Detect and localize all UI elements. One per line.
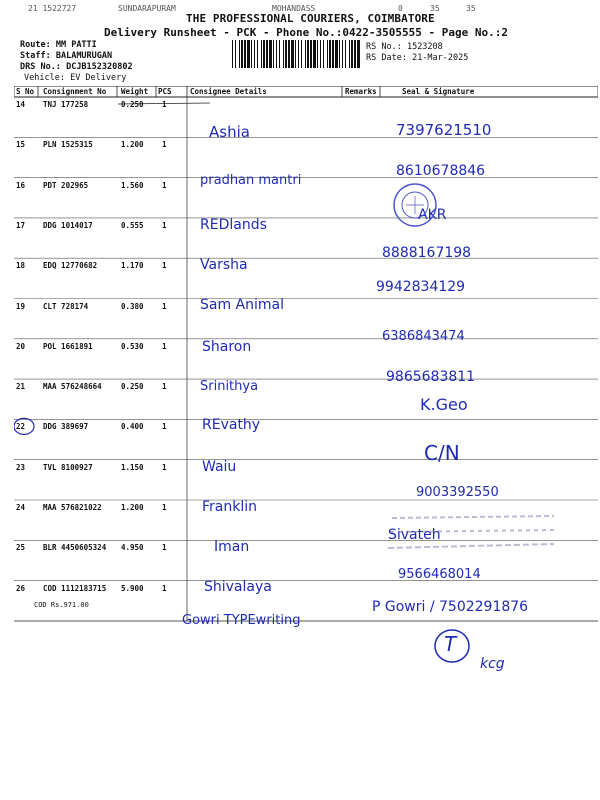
barcode-bar <box>310 40 312 68</box>
col-header-consignee: Consignee Details <box>190 87 267 96</box>
row-consignment-no: COD 1112183715 <box>43 583 107 593</box>
row-pcs: 1 <box>162 140 167 150</box>
faded-stamp-lines <box>386 508 560 554</box>
rs-date-value: 21-Mar-2025 <box>412 53 469 63</box>
row-pcs: 1 <box>162 261 167 271</box>
row-pcs: 1 <box>162 503 167 512</box>
barcode-bar <box>354 40 356 68</box>
barcode-bar <box>239 40 240 68</box>
row-pcs: 1 <box>162 220 167 230</box>
row-sno: 23 <box>16 462 26 472</box>
row-consignee-handwritten: Sam Animal <box>200 297 284 313</box>
row-consignee-handwritten: Franklin <box>202 499 258 515</box>
row-pcs: 1 <box>162 100 167 109</box>
faded-rectangular-stamp <box>386 508 560 554</box>
round-seal-stamp <box>392 182 438 228</box>
row-weight: 1.560 <box>121 180 144 190</box>
row-pcs: 1 <box>162 583 167 593</box>
row-signature-handwritten: C/N <box>424 441 460 465</box>
col-header-sno: S No <box>16 87 35 96</box>
row-sno: 16 <box>16 180 26 190</box>
barcode-bar <box>273 40 274 68</box>
barcode-bar <box>317 40 318 68</box>
row-weight: 4.950 <box>121 543 144 553</box>
col-header-weight: Weight <box>121 87 149 96</box>
barcode-bar <box>283 40 284 68</box>
row-consignee-handwritten: REDlands <box>200 217 267 233</box>
barcode-bar <box>320 40 321 68</box>
row-weight: 1.200 <box>121 140 144 150</box>
drs-value: DCJB152320802 <box>66 62 133 72</box>
row-consignment-no: PLN 1525315 <box>43 140 93 150</box>
top-num-b: 35 <box>430 4 440 13</box>
vehicle-label: Vehicle: <box>24 73 65 83</box>
row-signature-handwritten: 8888167198 <box>382 245 472 261</box>
row-weight: 0.530 <box>121 341 144 351</box>
top-place-mid: MOHANDASS <box>272 4 316 13</box>
row-weight: 5.900 <box>121 583 144 593</box>
circled-mark: T <box>444 632 457 656</box>
row-consignment-no: TNJ 177258 <box>43 100 89 109</box>
barcode-bar <box>295 40 296 68</box>
barcode-bar <box>329 40 331 68</box>
row-signature-handwritten: 7397621510 <box>396 121 492 139</box>
row-consignment-no: CLT 728174 <box>43 301 89 311</box>
route-line <box>20 40 97 50</box>
barcode-bar <box>235 40 236 68</box>
rs-no-line <box>366 42 443 52</box>
top-num-a: 0 <box>398 4 403 13</box>
staff-label: Staff: <box>20 51 51 61</box>
barcode-bar <box>241 40 243 68</box>
row-sno: 25 <box>16 543 26 553</box>
route-label: Route: <box>20 40 51 50</box>
staff-value: BALAMURUGAN <box>55 51 113 61</box>
row-sno: 26 <box>16 583 26 593</box>
row-signature-handwritten: 9003392550 <box>416 485 499 500</box>
row-consignment-no: DDG 389697 <box>43 422 89 432</box>
row-consignee-handwritten: Waiu <box>202 459 237 475</box>
barcode-bar <box>288 40 290 68</box>
company-title: THE PROFESSIONAL COURIERS, COIMBATORE <box>186 12 435 25</box>
barcode-bar <box>269 40 272 68</box>
barcode-bar <box>244 40 246 68</box>
row-weight: 0.555 <box>121 220 144 230</box>
row-consignee-handwritten: Gowri TYPEwriting <box>182 613 301 628</box>
row-consignment-no: TVL 8100927 <box>43 462 93 472</box>
barcode-bar <box>349 40 350 68</box>
row-pcs: 1 <box>162 301 167 311</box>
row-pcs: 1 <box>162 462 167 472</box>
row-signature-handwritten: 8610678846 <box>396 163 486 179</box>
barcode-bar <box>313 40 316 68</box>
row-pcs: 1 <box>162 382 167 392</box>
row-weight: 0.380 <box>121 301 144 311</box>
row-consignment-no: BLR 4450605324 <box>43 543 107 553</box>
barcode-bar <box>279 40 280 68</box>
initials-mark: kcg <box>480 656 505 672</box>
row-sno: 20 <box>16 341 26 351</box>
barcode-bar <box>301 40 302 68</box>
top-place-left: SUNDARAPURAM <box>118 4 176 13</box>
col-header-remarks: Remarks <box>345 87 377 96</box>
row-signature-handwritten: Sivateh <box>388 527 441 543</box>
row-consignee-handwritten: Sharon <box>202 339 252 355</box>
barcode-bar <box>332 40 334 68</box>
barcode-bar <box>263 40 265 68</box>
vehicle-value: EV Delivery <box>70 73 127 83</box>
barcode-bar <box>339 40 340 68</box>
row-signature-handwritten: 9865683811 <box>386 369 476 385</box>
row-consignee-handwritten: Srinithya <box>200 379 259 394</box>
row-weight: 0.250 <box>121 382 144 392</box>
barcode-bar <box>305 40 306 68</box>
row-weight: 1.150 <box>121 462 144 472</box>
row-weight: 1.170 <box>121 261 144 271</box>
row-signature-handwritten: AKR <box>418 207 447 223</box>
row-consignee-handwritten: Shivalaya <box>204 579 272 595</box>
rs-date-label: RS Date: <box>366 53 407 63</box>
row-sno: 14 <box>16 100 26 109</box>
barcode-bar <box>335 40 338 68</box>
row-consignee-handwritten: Varsha <box>200 257 248 273</box>
barcode-bar <box>247 40 250 68</box>
top-number: 21 1522727 <box>28 4 77 13</box>
col-header-pcs: PCS <box>158 87 172 96</box>
cod-note: COD Rs.971.00 <box>34 600 89 609</box>
staff-line <box>20 51 112 61</box>
barcode-bar <box>285 40 287 68</box>
row-sno: 15 <box>16 140 26 150</box>
row-consignee-handwritten: Ashia <box>209 123 250 141</box>
barcode-bar <box>232 40 233 68</box>
row-sno: 19 <box>16 301 26 311</box>
barcode-bar <box>307 40 309 68</box>
row-signature-handwritten: 9942834129 <box>376 279 466 295</box>
drs-label: DRS No.: <box>20 62 61 72</box>
row-sno: 24 <box>16 503 26 512</box>
row-pcs: 1 <box>162 422 167 432</box>
col-header-signature: Seal & Signature <box>402 87 475 96</box>
row-signature-handwritten: K.Geo <box>420 395 468 414</box>
row-consignee-handwritten: pradhan mantri <box>200 173 302 188</box>
barcode-bar <box>261 40 262 68</box>
row-consignee-handwritten: Iman <box>214 539 250 555</box>
barcode-bar <box>251 40 252 68</box>
col-header-consignment: Consignment No <box>43 87 107 96</box>
vehicle-line <box>24 73 126 83</box>
barcode-bar <box>345 40 346 68</box>
barcode-bar <box>291 40 294 68</box>
row-sno: 21 <box>16 382 26 392</box>
row-signature-handwritten: P Gowri / 7502291876 <box>372 599 529 615</box>
barcode-bar <box>257 40 258 68</box>
row-pcs: 1 <box>162 341 167 351</box>
row-weight: 0.250 <box>121 100 144 109</box>
barcode-bar <box>323 40 324 68</box>
row-weight: 1.200 <box>121 503 144 512</box>
row-consignee-handwritten: REvathy <box>202 417 261 433</box>
barcode-bar <box>357 40 360 68</box>
row-consignment-no: MAA 576821022 <box>43 503 102 512</box>
row-pcs: 1 <box>162 180 167 190</box>
rs-no-label: RS No.: <box>366 42 402 52</box>
barcode-bar <box>351 40 353 68</box>
row-consignment-no: EDQ 12770682 <box>43 261 98 271</box>
rs-date-line <box>366 53 468 63</box>
runsheet-subtitle: Delivery Runsheet - PCK - Phone No.:0422-3505555 - Page No.:2 <box>104 26 508 39</box>
row-consignment-no: POL 1661891 <box>43 341 93 351</box>
barcode-bar <box>254 40 255 68</box>
barcode-bar <box>266 40 268 68</box>
barcode-bar <box>342 40 343 68</box>
row-consignment-no: MAA 576248664 <box>43 382 102 392</box>
rs-no-value: 1523208 <box>406 42 443 52</box>
row-sno: 18 <box>16 261 26 271</box>
row-sno: 22 <box>16 422 26 432</box>
row-weight: 0.400 <box>121 422 144 432</box>
row-signature-handwritten: 9566468014 <box>398 567 481 582</box>
barcode-bar <box>276 40 277 68</box>
row-signature-handwritten: 6386843474 <box>382 329 465 344</box>
row-consignment-no: PDT 202965 <box>43 180 89 190</box>
barcode-image <box>232 40 360 68</box>
row-sno: 17 <box>16 220 26 230</box>
top-num-c: 35 <box>466 4 476 13</box>
barcode-bar <box>327 40 328 68</box>
route-value: MM PATTI <box>55 40 97 50</box>
row-consignment-no: DDG 1014017 <box>43 220 93 230</box>
drs-line <box>20 62 133 72</box>
row-pcs: 1 <box>162 543 167 553</box>
barcode-bar <box>298 40 299 68</box>
